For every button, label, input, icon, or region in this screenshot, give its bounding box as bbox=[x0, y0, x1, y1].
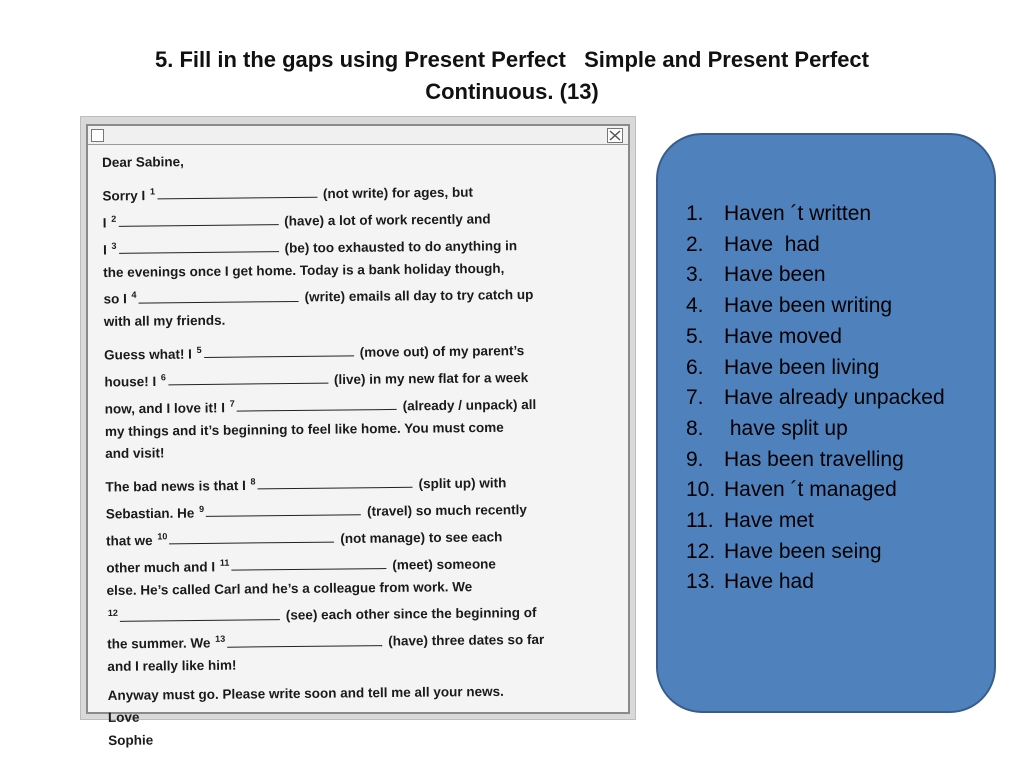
letter-text: the evenings once I get home. Today is a bank holiday though, bbox=[103, 260, 505, 280]
answer-item bbox=[686, 414, 986, 445]
answer-item bbox=[686, 506, 986, 537]
letter-text: Love bbox=[107, 709, 140, 725]
gap-number: 4 bbox=[131, 289, 137, 300]
gap-number: 7 bbox=[229, 398, 235, 409]
window-menu-icon bbox=[91, 129, 104, 142]
answer-number: 13. bbox=[686, 570, 716, 594]
gap-number: 13 bbox=[215, 633, 226, 644]
gap-blank bbox=[118, 239, 278, 254]
answer-item bbox=[686, 475, 986, 506]
letter-text: so I bbox=[103, 291, 131, 307]
letter-line bbox=[108, 724, 618, 752]
letter-greeting: Dear Sabine, bbox=[102, 154, 184, 170]
close-icon bbox=[607, 128, 623, 143]
letter-paragraph-2 bbox=[104, 334, 615, 465]
gap-number: 3 bbox=[111, 240, 117, 251]
letter-text: (be) too exhausted to do anything in bbox=[284, 237, 518, 256]
gap-blank bbox=[118, 212, 278, 227]
letter-text: (have) three dates so far bbox=[388, 631, 545, 649]
letter-paragraph-4 bbox=[108, 679, 619, 752]
letter-text: (write) emails all day to try catch up bbox=[304, 286, 534, 305]
letter-text: now, and I love it! I bbox=[104, 399, 229, 416]
letter-text: and I really like him! bbox=[107, 657, 237, 674]
gap-number: 1 bbox=[149, 185, 156, 196]
answer-text: Haven ´t written bbox=[724, 202, 872, 225]
answer-item bbox=[686, 322, 986, 353]
answer-item bbox=[686, 353, 986, 384]
letter-text: Sebastian. He bbox=[105, 505, 199, 521]
answer-number: 2. bbox=[686, 232, 704, 256]
answer-number: 9. bbox=[686, 447, 704, 471]
answer-number: 4. bbox=[686, 294, 704, 318]
letter-text: my things and it’s beginning to feel like home. You must come bbox=[104, 419, 504, 439]
gap-blank bbox=[204, 343, 354, 358]
answer-text: Have been seing bbox=[724, 539, 882, 563]
answer-list bbox=[686, 199, 986, 598]
letter-line bbox=[107, 651, 617, 679]
letter-text: Guess what! I bbox=[104, 346, 196, 362]
answer-text: Have had bbox=[724, 232, 820, 256]
letter-text: (not manage) to see each bbox=[340, 528, 503, 546]
letter-text: (meet) someone bbox=[392, 555, 496, 572]
answer-number: 1. bbox=[686, 202, 704, 225]
gap-blank bbox=[231, 556, 386, 571]
gap-number: 12 bbox=[107, 607, 118, 618]
gap-number: 2 bbox=[111, 213, 117, 224]
answer-number: 7. bbox=[686, 386, 704, 410]
gap-number: 6 bbox=[160, 371, 166, 382]
answer-item bbox=[686, 260, 986, 291]
letter-text: other much and I bbox=[106, 558, 219, 575]
answer-number: 6. bbox=[686, 355, 704, 379]
letter-text: I bbox=[102, 241, 111, 257]
letter-paragraph-3 bbox=[105, 466, 617, 678]
letter-text: with all my friends. bbox=[103, 312, 226, 329]
gap-number: 8 bbox=[250, 475, 256, 486]
letter-text: that we bbox=[105, 532, 157, 548]
answer-text: Have met bbox=[724, 509, 814, 533]
letter-text: Sophie bbox=[108, 731, 154, 748]
answer-text: Have been living bbox=[724, 355, 880, 379]
answer-item bbox=[686, 383, 986, 414]
answer-number: 8. bbox=[686, 416, 704, 440]
answer-panel bbox=[656, 133, 996, 713]
answer-text: Has been travelling bbox=[724, 447, 904, 471]
answer-item bbox=[686, 537, 986, 568]
letter-text: and visit! bbox=[105, 445, 165, 461]
letter-text: the summer. We bbox=[107, 635, 215, 652]
answer-text: Have had bbox=[724, 570, 814, 594]
letter-text: (live) in my new flat for a week bbox=[333, 369, 529, 387]
answer-text: Have moved bbox=[724, 324, 842, 348]
letter-text: Sorry I bbox=[102, 187, 150, 203]
letter-text: The bad news is that I bbox=[105, 477, 250, 494]
letter-text: (move out) of my parent’s bbox=[359, 342, 525, 360]
letter-text: (have) a lot of work recently and bbox=[284, 210, 491, 229]
gap-blank bbox=[120, 607, 280, 622]
gap-number: 11 bbox=[219, 557, 230, 568]
letter-paragraph-1 bbox=[102, 175, 614, 333]
gap-number: 5 bbox=[196, 344, 202, 355]
letter-text: (split up) with bbox=[418, 474, 507, 491]
answer-text: Have been bbox=[724, 263, 826, 287]
letter-scan bbox=[80, 116, 636, 748]
answer-item bbox=[686, 445, 986, 476]
answer-text: have split up bbox=[724, 416, 848, 440]
gap-blank bbox=[157, 185, 317, 200]
letter-window-frame bbox=[86, 124, 630, 748]
gap-blank bbox=[168, 371, 328, 386]
answer-number: 5. bbox=[686, 324, 704, 348]
gap-blank bbox=[257, 475, 412, 490]
letter-text: else. He’s called Carl and he’s a colleague from work. We bbox=[106, 578, 473, 598]
letter-text: (not write) for ages, but bbox=[322, 184, 474, 201]
gap-blank bbox=[237, 397, 397, 412]
answer-item bbox=[686, 291, 986, 322]
letter-line bbox=[107, 624, 617, 656]
letter-text: (travel) so much recently bbox=[367, 501, 527, 519]
answer-item bbox=[686, 230, 986, 261]
answer-number: 10. bbox=[686, 478, 716, 502]
gap-number: 9 bbox=[198, 503, 205, 514]
answer-number: 11. bbox=[686, 509, 714, 533]
answer-number: 12. bbox=[686, 539, 716, 563]
gap-number: 10 bbox=[157, 530, 168, 541]
answer-item bbox=[686, 567, 986, 598]
answer-item bbox=[686, 199, 986, 230]
slide-title: 5. Fill in the gaps using Present Perfect Simple and Present Perfect Continuous. (13) bbox=[155, 47, 869, 104]
gap-blank bbox=[227, 633, 382, 648]
letter-text: (see) each other since the beginning of bbox=[285, 604, 537, 623]
answer-text: Have been writing bbox=[724, 294, 893, 318]
letter-line bbox=[104, 306, 614, 334]
letter-body bbox=[102, 147, 618, 748]
answer-text: Haven ´t managed bbox=[724, 478, 897, 502]
answer-text: Have already unpacked bbox=[724, 386, 945, 410]
gap-blank bbox=[206, 502, 361, 517]
letter-text: Anyway must go. Please write soon and tell me all your news. bbox=[107, 683, 504, 703]
letter-text: (already / unpack) all bbox=[402, 396, 537, 413]
gap-blank bbox=[169, 530, 334, 545]
letter-text: I bbox=[102, 214, 111, 230]
letter-text: house! I bbox=[104, 373, 160, 389]
gap-blank bbox=[138, 288, 298, 303]
window-titlebar bbox=[88, 126, 628, 145]
answer-number: 3. bbox=[686, 263, 704, 287]
